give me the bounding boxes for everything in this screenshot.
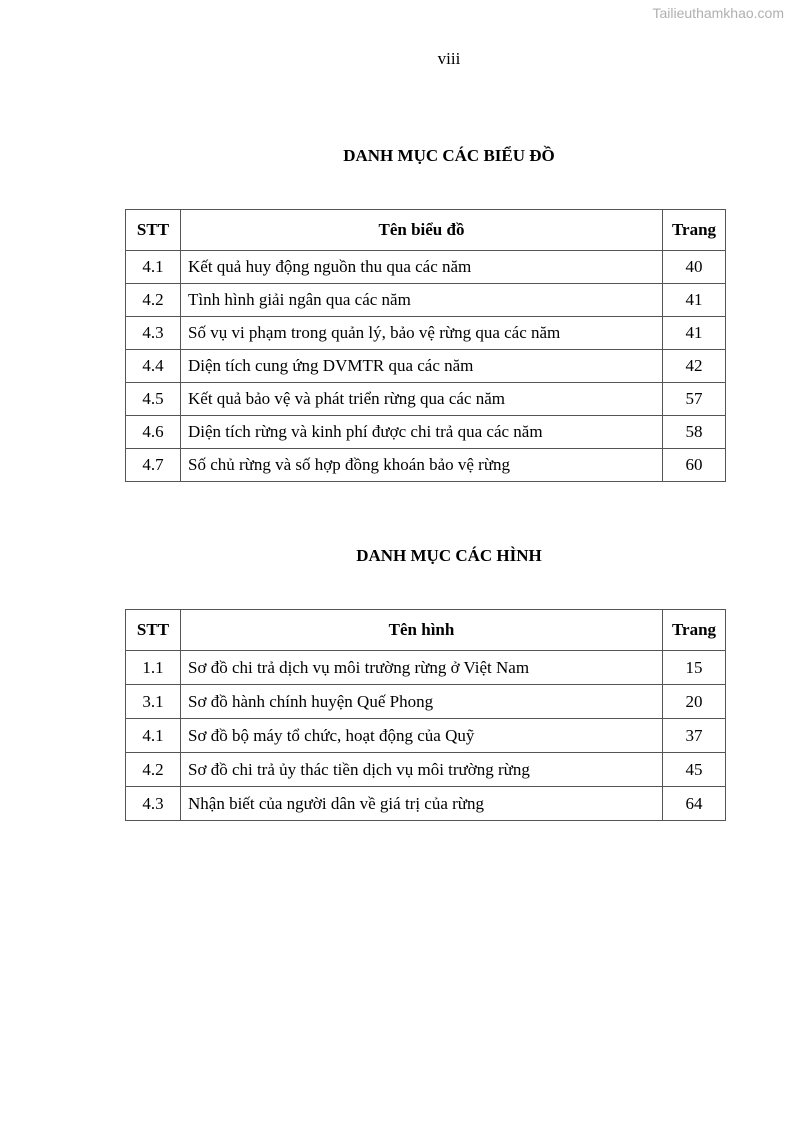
cell-stt: 4.2	[126, 284, 181, 317]
cell-page: 37	[663, 719, 726, 753]
cell-name: Số chủ rừng và số hợp đồng khoán bảo vệ rừng	[181, 449, 663, 482]
watermark: Tailieuthamkhao.com	[652, 5, 784, 21]
cell-name: Tình hình giải ngân qua các năm	[181, 284, 663, 317]
table-row	[126, 719, 726, 753]
cell-name: Sơ đồ hành chính huyện Quế Phong	[181, 685, 663, 719]
cell-page: 15	[663, 651, 726, 685]
table-row	[126, 416, 726, 449]
cell-page: 20	[663, 685, 726, 719]
cell-name: Kết quả huy động nguồn thu qua các năm	[181, 251, 663, 284]
cell-page: 60	[663, 449, 726, 482]
table-row	[126, 350, 726, 383]
cell-page: 41	[663, 317, 726, 350]
cell-stt: 4.1	[126, 719, 181, 753]
cell-page: 45	[663, 753, 726, 787]
cell-page: 64	[663, 787, 726, 821]
header-page: Trang	[663, 210, 726, 251]
cell-stt: 3.1	[126, 685, 181, 719]
cell-page: 42	[663, 350, 726, 383]
charts-list-table	[125, 209, 726, 482]
table-row	[126, 685, 726, 719]
header-stt: STT	[126, 610, 181, 651]
table-row	[126, 651, 726, 685]
cell-name: Kết quả bảo vệ và phát triển rừng qua các năm	[181, 383, 663, 416]
cell-page: 57	[663, 383, 726, 416]
header-name: Tên hình	[181, 610, 663, 651]
cell-stt: 1.1	[126, 651, 181, 685]
table-header-row	[126, 210, 726, 251]
table-row	[126, 753, 726, 787]
cell-name: Sơ đồ chi trả ủy thác tiền dịch vụ môi trường rừng	[181, 753, 663, 787]
table-row	[126, 787, 726, 821]
cell-name: Sơ đồ bộ máy tổ chức, hoạt động của Quỹ	[181, 719, 663, 753]
charts-list-title: DANH MỤC CÁC BIỂU ĐỒ	[343, 146, 555, 165]
cell-stt: 4.4	[126, 350, 181, 383]
cell-name: Số vụ vi phạm trong quản lý, bảo vệ rừng qua các năm	[181, 317, 663, 350]
table-row	[126, 317, 726, 350]
table-row	[126, 383, 726, 416]
cell-stt: 4.7	[126, 449, 181, 482]
cell-name: Diện tích rừng và kinh phí được chi trả qua các năm	[181, 416, 663, 449]
table-row	[126, 251, 726, 284]
header-stt: STT	[126, 210, 181, 251]
figures-list-table	[125, 609, 726, 821]
table-row	[126, 449, 726, 482]
header-name: Tên biểu đồ	[181, 210, 663, 251]
table-header-row	[126, 610, 726, 651]
page-number: viii	[437, 49, 461, 68]
figures-list-title: DANH MỤC CÁC HÌNH	[356, 546, 542, 565]
cell-name: Nhận biết của người dân về giá trị của rừng	[181, 787, 663, 821]
header-page: Trang	[663, 610, 726, 651]
cell-stt: 4.3	[126, 317, 181, 350]
cell-page: 58	[663, 416, 726, 449]
cell-page: 41	[663, 284, 726, 317]
cell-stt: 4.5	[126, 383, 181, 416]
cell-stt: 4.3	[126, 787, 181, 821]
table-row	[126, 284, 726, 317]
cell-stt: 4.1	[126, 251, 181, 284]
cell-stt: 4.2	[126, 753, 181, 787]
cell-page: 40	[663, 251, 726, 284]
cell-name: Diện tích cung ứng DVMTR qua các năm	[181, 350, 663, 383]
cell-stt: 4.6	[126, 416, 181, 449]
cell-name: Sơ đồ chi trả dịch vụ môi trường rừng ở Việt Nam	[181, 651, 663, 685]
